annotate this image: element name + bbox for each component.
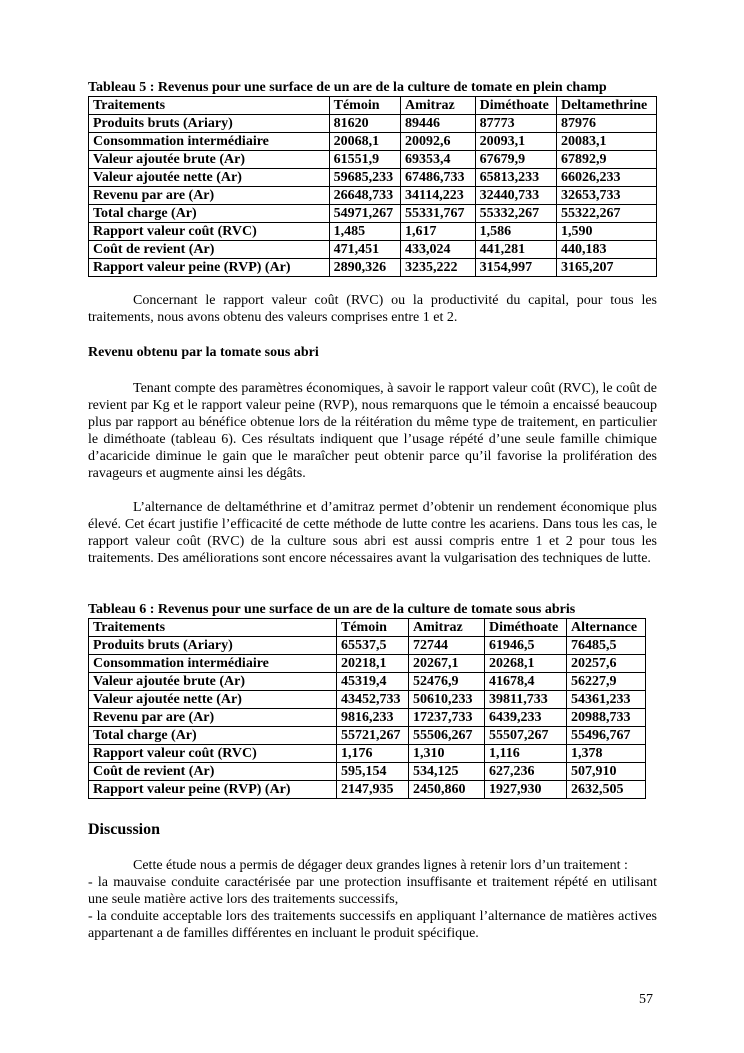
table-cell: 1,116 bbox=[485, 745, 567, 763]
table6-caption: Tableau 6 : Revenus pour une surface de un are de la culture de tomate sous abris bbox=[88, 602, 576, 617]
table-row bbox=[89, 691, 646, 709]
table-cell: 20068,1 bbox=[329, 133, 400, 151]
table-row bbox=[89, 169, 657, 187]
table-cell: 41678,4 bbox=[485, 673, 567, 691]
table-cell: Coût de revient (Ar) bbox=[89, 241, 330, 259]
table-cell: 52476,9 bbox=[409, 673, 485, 691]
page-number: 57 bbox=[639, 992, 653, 1007]
table-cell: 32440,733 bbox=[475, 187, 556, 205]
table-row bbox=[89, 151, 657, 169]
table-cell: Consommation intermédiaire bbox=[89, 655, 337, 673]
table-cell: 20268,1 bbox=[485, 655, 567, 673]
table-cell: 2890,326 bbox=[329, 259, 400, 277]
table-cell: 87976 bbox=[556, 115, 656, 133]
table-row bbox=[89, 187, 657, 205]
bullet-item: - la mauvaise conduite caractérisée par une protection insuffisante et traitement répété en utilisant une seule matière active lors des traitements successifs, bbox=[88, 875, 657, 907]
table-cell: Rapport valeur coût (RVC) bbox=[89, 223, 330, 241]
table-cell: Total charge (Ar) bbox=[89, 727, 337, 745]
table-cell: 61551,9 bbox=[329, 151, 400, 169]
table-cell: 61946,5 bbox=[485, 637, 567, 655]
table-row bbox=[89, 205, 657, 223]
table-cell: 1,617 bbox=[401, 223, 476, 241]
column-header: Traitements bbox=[89, 97, 330, 115]
table-cell: 26648,733 bbox=[329, 187, 400, 205]
table-cell: 67679,9 bbox=[475, 151, 556, 169]
table5 bbox=[88, 96, 657, 277]
table-row bbox=[89, 763, 646, 781]
table-row bbox=[89, 709, 646, 727]
table-cell: Produits bruts (Ariary) bbox=[89, 637, 337, 655]
table-cell: 55506,267 bbox=[409, 727, 485, 745]
table-cell: 3235,222 bbox=[401, 259, 476, 277]
table-cell: 72744 bbox=[409, 637, 485, 655]
table-cell: 50610,233 bbox=[409, 691, 485, 709]
table5-caption: Tableau 5 : Revenus pour une surface de un are de la culture de tomate en plein champ bbox=[88, 80, 607, 95]
table-cell: 20988,733 bbox=[567, 709, 646, 727]
table-cell: 1,586 bbox=[475, 223, 556, 241]
paragraph-2 bbox=[88, 380, 657, 482]
table-cell: Produits bruts (Ariary) bbox=[89, 115, 330, 133]
table6 bbox=[88, 618, 646, 799]
section-heading: Revenu obtenu par la tomate sous abri bbox=[88, 345, 319, 360]
table-cell: 2450,860 bbox=[409, 781, 485, 799]
table-cell: 56227,9 bbox=[567, 673, 646, 691]
bullet-item: - la conduite acceptable lors des traitements successifs en appliquant l’alternance de matières actives appartenant a de familles différentes en incluant le produit spécifique. bbox=[88, 909, 657, 941]
table-cell: 69353,4 bbox=[401, 151, 476, 169]
table-row bbox=[89, 259, 657, 277]
table-cell: Rapport valeur peine (RVP) (Ar) bbox=[89, 259, 330, 277]
table-row bbox=[89, 655, 646, 673]
paragraph-3 bbox=[88, 499, 657, 567]
table-cell: 1,310 bbox=[409, 745, 485, 763]
table-cell: 1,590 bbox=[556, 223, 656, 241]
table-cell: 54971,267 bbox=[329, 205, 400, 223]
table-cell: Revenu par are (Ar) bbox=[89, 187, 330, 205]
table-row bbox=[89, 781, 646, 799]
table-cell: 76485,5 bbox=[567, 637, 646, 655]
paragraph-text: Tenant compte des paramètres économiques, à savoir le rapport valeur coût (RVC), le coût de revient par Kg et le rapport valeur peine (RVP), nous remarquons que le témoin a encaissé beaucoup plus par rapport au bénéfice obtenue lors de la réitération du même type de traitement, en particulier le diméthoate (tableau 6). Ces résultats indiquent que l’usage répété d’une seule famille chimique d’acaricide diminue le gain que le maraîcher peut obtenir parce qu’il favorise la prolifération des ravageurs et augmente ainsi les dégâts. bbox=[88, 381, 657, 481]
table-cell: 65813,233 bbox=[475, 169, 556, 187]
table-cell: 595,154 bbox=[337, 763, 409, 781]
table-cell: Rapport valeur peine (RVP) (Ar) bbox=[89, 781, 337, 799]
table-cell: 67892,9 bbox=[556, 151, 656, 169]
table-row bbox=[89, 745, 646, 763]
table-cell: 20092,6 bbox=[401, 133, 476, 151]
discussion-heading: Discussion bbox=[88, 821, 161, 838]
table-cell: 20218,1 bbox=[337, 655, 409, 673]
table-cell: 2632,505 bbox=[567, 781, 646, 799]
column-header: Traitements bbox=[89, 619, 337, 637]
table-cell: 20257,6 bbox=[567, 655, 646, 673]
table-cell: 55721,267 bbox=[337, 727, 409, 745]
table-cell: 1,378 bbox=[567, 745, 646, 763]
table-cell: 39811,733 bbox=[485, 691, 567, 709]
table-row bbox=[89, 637, 646, 655]
column-header: Amitraz bbox=[401, 97, 476, 115]
paragraph-text: Concernant le rapport valeur coût (RVC) ou la productivité du capital, pour tous les traitements, nous avons obtenu des valeurs comprises entre 1 et 2. bbox=[88, 293, 657, 325]
table-cell: 20093,1 bbox=[475, 133, 556, 151]
table-cell: 1,485 bbox=[329, 223, 400, 241]
column-header: Alternance bbox=[567, 619, 646, 637]
table-cell: Revenu par are (Ar) bbox=[89, 709, 337, 727]
table-cell: 55322,267 bbox=[556, 205, 656, 223]
table-cell: 66026,233 bbox=[556, 169, 656, 187]
table-cell: 55331,767 bbox=[401, 205, 476, 223]
table-cell: 3154,997 bbox=[475, 259, 556, 277]
table-cell: 433,024 bbox=[401, 241, 476, 259]
table-cell: 1,176 bbox=[337, 745, 409, 763]
column-header: Témoin bbox=[337, 619, 409, 637]
table-cell: Consommation intermédiaire bbox=[89, 133, 330, 151]
table-cell: 89446 bbox=[401, 115, 476, 133]
table-cell: 471,451 bbox=[329, 241, 400, 259]
column-header: Deltamethrine bbox=[556, 97, 656, 115]
table-cell: Coût de revient (Ar) bbox=[89, 763, 337, 781]
table-cell: Valeur ajoutée brute (Ar) bbox=[89, 151, 330, 169]
table-cell: Valeur ajoutée nette (Ar) bbox=[89, 169, 330, 187]
table-cell: 441,281 bbox=[475, 241, 556, 259]
table-cell: 440,183 bbox=[556, 241, 656, 259]
paragraph-1 bbox=[88, 292, 657, 326]
table-cell: 2147,935 bbox=[337, 781, 409, 799]
table-cell: 32653,733 bbox=[556, 187, 656, 205]
table-row bbox=[89, 673, 646, 691]
table-cell: 20083,1 bbox=[556, 133, 656, 151]
paragraph-text: Cette étude nous a permis de dégager deux grandes lignes à retenir lors d’un traitement : bbox=[133, 858, 628, 873]
table-cell: 6439,233 bbox=[485, 709, 567, 727]
table-cell: 59685,233 bbox=[329, 169, 400, 187]
column-header: Diméthoate bbox=[475, 97, 556, 115]
table-cell: 55496,767 bbox=[567, 727, 646, 745]
table-row bbox=[89, 223, 657, 241]
paragraph-text: L’alternance de deltaméthrine et d’amitraz permet d’obtenir un rendement économique plus élevé. Cet écart justifie l’efficacité de cette méthode de lutte contre les acariens. Dans tous les cas, le rapport valeur coût (RVC) de la culture sous abri est aussi compris entre 1 et 2 pour tous les traitements. Des améliorations sont encore nécessaires avant la vulgarisation des techniques de lutte. bbox=[88, 500, 657, 566]
table-cell: 3165,207 bbox=[556, 259, 656, 277]
table-cell: 34114,223 bbox=[401, 187, 476, 205]
table-cell: 87773 bbox=[475, 115, 556, 133]
table-row bbox=[89, 115, 657, 133]
table-cell: 55507,267 bbox=[485, 727, 567, 745]
table-cell: 20267,1 bbox=[409, 655, 485, 673]
table-cell: 507,910 bbox=[567, 763, 646, 781]
table5-block bbox=[88, 80, 657, 277]
table-row bbox=[89, 241, 657, 259]
table-cell: 67486,733 bbox=[401, 169, 476, 187]
table-cell: 534,125 bbox=[409, 763, 485, 781]
table-cell: 17237,733 bbox=[409, 709, 485, 727]
table-cell: 54361,233 bbox=[567, 691, 646, 709]
table-cell: 627,236 bbox=[485, 763, 567, 781]
table-cell: 65537,5 bbox=[337, 637, 409, 655]
table-header-row bbox=[89, 97, 657, 115]
table-cell: Valeur ajoutée nette (Ar) bbox=[89, 691, 337, 709]
table6-block bbox=[88, 602, 657, 799]
table-cell: Valeur ajoutée brute (Ar) bbox=[89, 673, 337, 691]
discussion-text bbox=[88, 857, 657, 942]
column-header: Amitraz bbox=[409, 619, 485, 637]
table-header-row bbox=[89, 619, 646, 637]
table-cell: 9816,233 bbox=[337, 709, 409, 727]
column-header: Témoin bbox=[329, 97, 400, 115]
table-cell: 1927,930 bbox=[485, 781, 567, 799]
table-cell: Total charge (Ar) bbox=[89, 205, 330, 223]
table-row bbox=[89, 727, 646, 745]
table-cell: 55332,267 bbox=[475, 205, 556, 223]
table-cell: 81620 bbox=[329, 115, 400, 133]
table-cell: 43452,733 bbox=[337, 691, 409, 709]
table-cell: Rapport valeur coût (RVC) bbox=[89, 745, 337, 763]
table-cell: 45319,4 bbox=[337, 673, 409, 691]
column-header: Diméthoate bbox=[485, 619, 567, 637]
table-row bbox=[89, 133, 657, 151]
